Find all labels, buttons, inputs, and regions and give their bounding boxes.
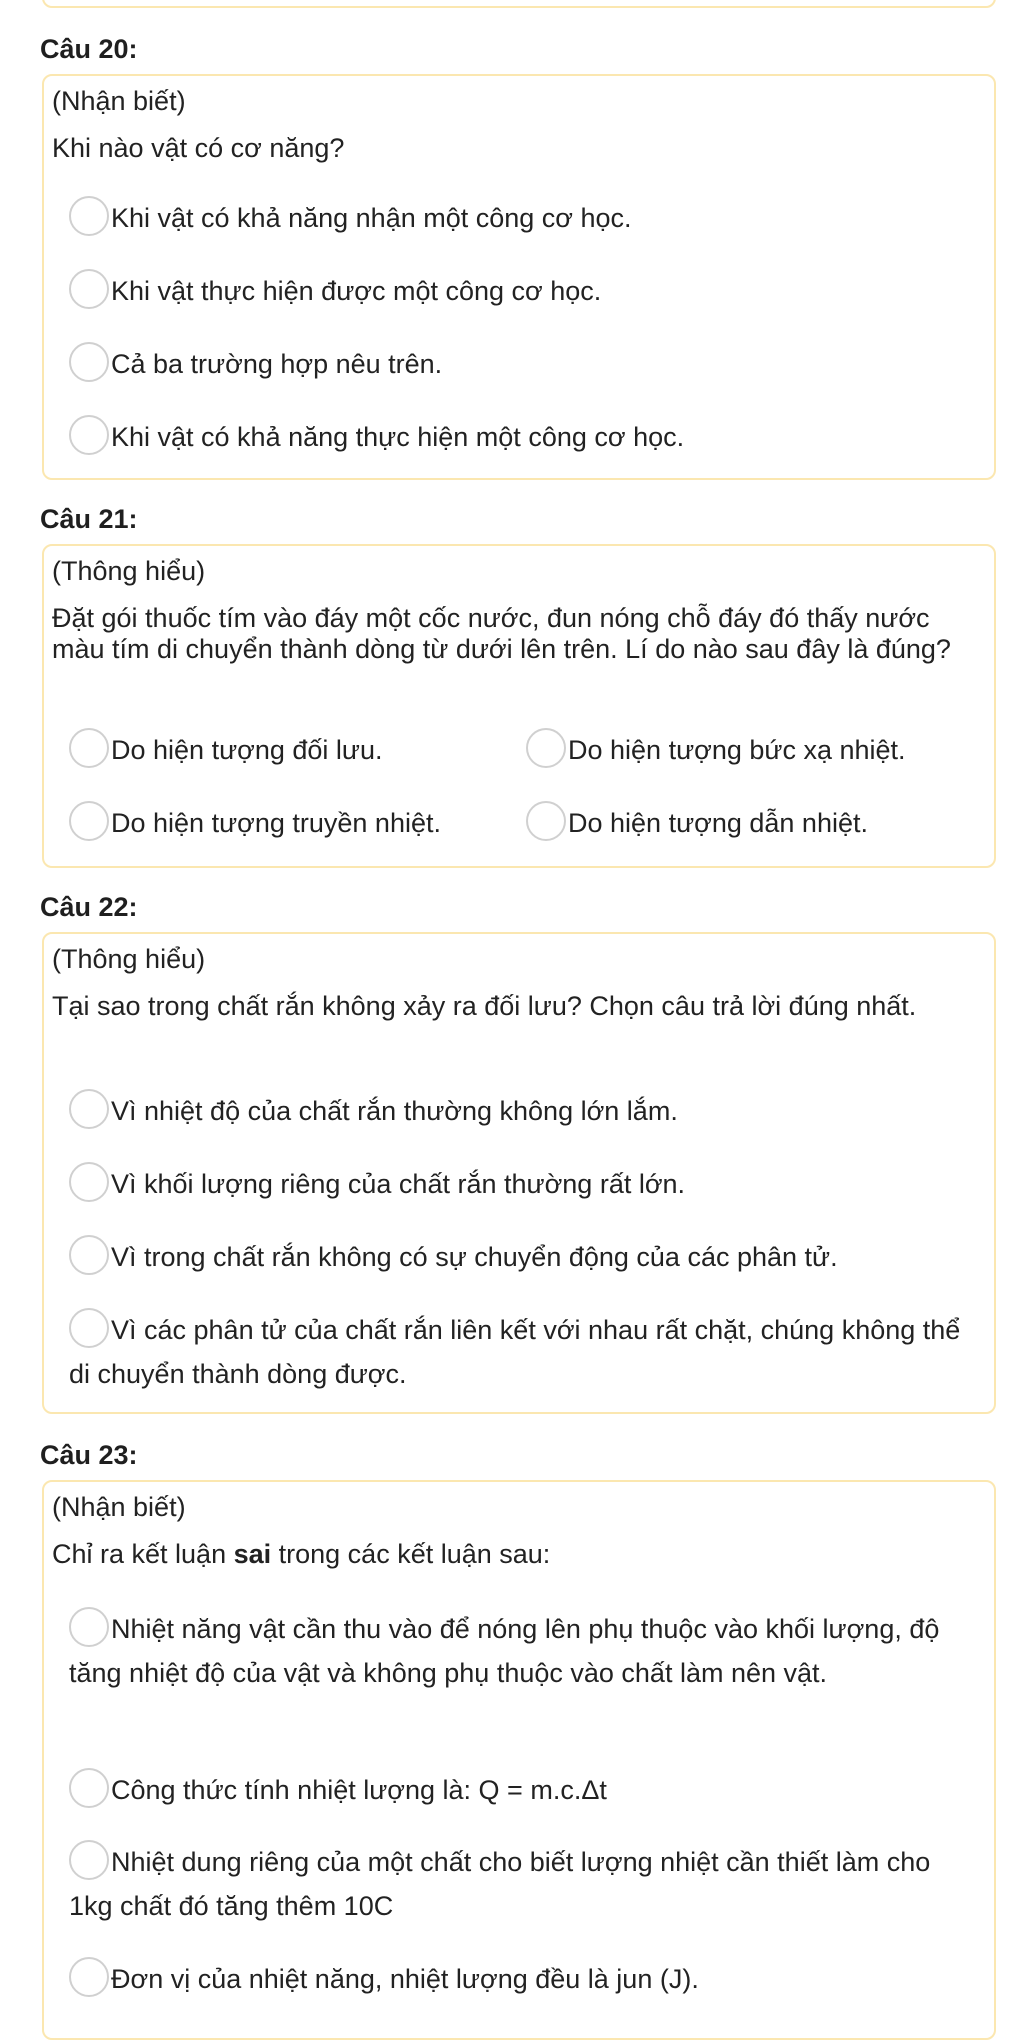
- radio-button[interactable]: [69, 269, 109, 309]
- question-text: Đặt gói thuốc tím vào đáy một cốc nước, đun nóng chỗ đáy đó thấy nước màu tím di chuyển thành dòng từ dưới lên trên. Lí do nào sau đây là đúng?: [52, 603, 951, 664]
- radio-button[interactable]: [69, 1162, 109, 1202]
- previous-question-card: [42, 0, 996, 8]
- radio-button[interactable]: [69, 1957, 109, 1997]
- question-heading: Câu 20:: [40, 34, 138, 64]
- radio-button[interactable]: [69, 1607, 109, 1647]
- radio-button[interactable]: [526, 801, 566, 841]
- emphasis-sai: sai: [233, 1539, 272, 1569]
- question-card: (Nhận biết) Khi nào vật có cơ năng? Khi vật có khả năng nhận một công cơ học. Khi vật thực hiện được một công cơ học. Cả ba trường hợp nêu trên. Khi vật có khả năng thực hiện một công cơ học.: [42, 74, 996, 480]
- answer-option[interactable]: Nhiệt dung riêng của một chất cho biết lượng nhiệt cần thiết làm cho 1kg chất đó tăng thêm 10C: [69, 1840, 969, 1928]
- radio-button[interactable]: [69, 1308, 109, 1348]
- radio-button[interactable]: [69, 728, 109, 768]
- question-card: (Nhận biết) Chỉ ra kết luận sai trong các kết luận sau: Nhiệt năng vật cần thu vào để nóng lên phụ thuộc vào khối lượng, độ tăng nhiệt độ của vật và không phụ thuộc vào chất làm nên vật. Công thức tính nhiệt lượng là: Q = m.c.Δt Nhiệt dung riêng của một chất cho biết lượng nhiệt cần thiết làm cho 1kg chất đó tăng thêm 10C Đơn vị của nhiệt năng, nhiệt lượng đều là jun (J).: [42, 1480, 996, 2040]
- question-text: Tại sao trong chất rắn không xảy ra đối lưu? Chọn câu trả lời đúng nhất.: [52, 991, 917, 1021]
- question-card: (Thông hiểu) Đặt gói thuốc tím vào đáy một cốc nước, đun nóng chỗ đáy đó thấy nước màu tím di chuyển thành dòng từ dưới lên trên. Lí do nào sau đây là đúng? Do hiện tượng đối lưu. Do hiện tượng bức xạ nhiệt. Do hiện tượng truyền nhiệt. Do hiện tượng dẫn nhiệt.: [42, 544, 996, 868]
- radio-button[interactable]: [69, 1235, 109, 1275]
- question-heading: Câu 21:: [40, 504, 138, 534]
- question-level: (Nhận biết): [52, 86, 186, 116]
- question-level: (Thông hiểu): [52, 944, 206, 974]
- radio-button[interactable]: [69, 1089, 109, 1129]
- question-card: (Thông hiểu) Tại sao trong chất rắn không xảy ra đối lưu? Chọn câu trả lời đúng nhất. Vì nhiệt độ của chất rắn thường không lớn lắm. Vì khối lượng riêng của chất rắn thường rất lớn. Vì trong chất rắn không có sự chuyển động của các phân tử. Vì các phân tử của chất rắn liên kết với nhau rất chặt, chúng không thể di chuyển thành dòng được.: [42, 932, 996, 1414]
- radio-button[interactable]: [69, 196, 109, 236]
- radio-button[interactable]: [69, 1768, 109, 1808]
- radio-button[interactable]: [69, 1840, 109, 1880]
- question-level: (Nhận biết): [52, 1492, 186, 1522]
- radio-button[interactable]: [69, 801, 109, 841]
- answer-option[interactable]: Nhiệt năng vật cần thu vào để nóng lên phụ thuộc vào khối lượng, độ tăng nhiệt độ của vật và không phụ thuộc vào chất làm nên vật.: [69, 1607, 969, 1695]
- radio-button[interactable]: [69, 415, 109, 455]
- radio-button[interactable]: [69, 342, 109, 382]
- question-level: (Thông hiểu): [52, 556, 206, 586]
- question-text: Khi nào vật có cơ năng?: [52, 133, 345, 163]
- radio-button[interactable]: [526, 728, 566, 768]
- question-heading: Câu 23:: [40, 1440, 138, 1470]
- question-text: Chỉ ra kết luận sai trong các kết luận sau:: [52, 1539, 551, 1569]
- question-heading: Câu 22:: [40, 892, 138, 922]
- answer-option[interactable]: Vì các phân tử của chất rắn liên kết với nhau rất chặt, chúng không thể di chuyển thành dòng được.: [69, 1308, 969, 1396]
